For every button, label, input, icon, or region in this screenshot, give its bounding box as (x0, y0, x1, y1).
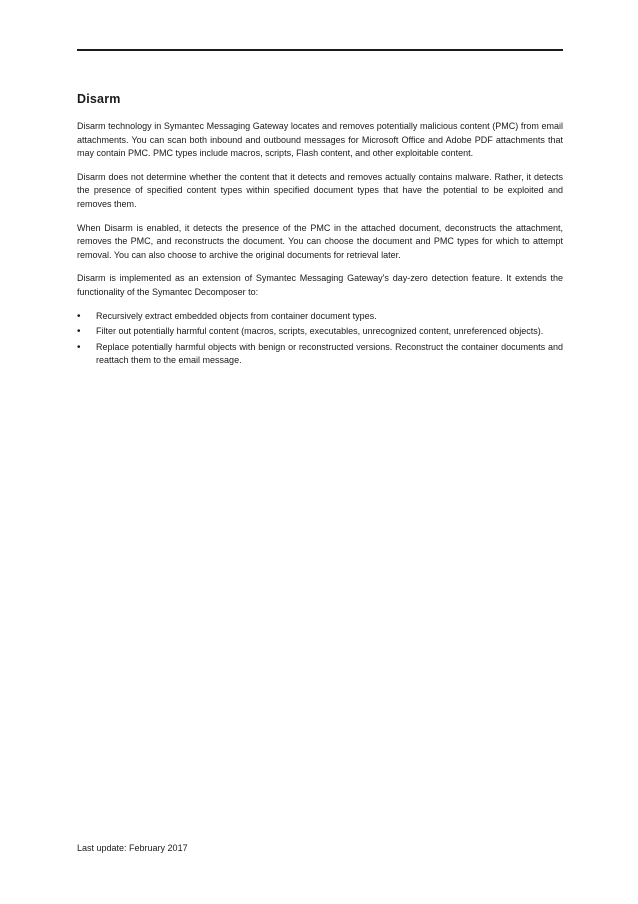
list-item (77, 310, 563, 324)
footer-last-update: Last update: February 2017 (77, 843, 188, 853)
list-item-text: Replace potentially harmful objects with benign or reconstructed versions. Reconstruct the container documents and reattach them to the email message. (96, 341, 563, 366)
main-content (77, 92, 563, 370)
bullet-icon: • (77, 341, 81, 353)
list-item-text: Recursively extract embedded objects from container document types. (96, 310, 377, 321)
list-item (77, 325, 563, 339)
list-item (77, 341, 563, 368)
paragraph-implementation: Disarm is implemented as an extension of Symantec Messaging Gateway's day-zero detection feature. It extends the functionality of the Symantec Decomposer to: (77, 273, 563, 297)
bullet-icon: • (77, 310, 81, 322)
header-rule (77, 49, 563, 51)
list-item-text: Filter out potentially harmful content (macros, scripts, executables, unrecognized content, unreferenced objects). (96, 326, 544, 337)
section-heading: Disarm (77, 92, 121, 106)
bullet-icon: • (77, 326, 81, 338)
paragraph-enabled: When Disarm is enabled, it detects the presence of the PMC in the attached document, deconstructs the attachment, removes the PMC, and reconstructs the document. You can choose the document and PMC types for which to attempt removal. You can also choose to archive the original documents for retrieval later. (77, 222, 563, 260)
paragraph-intro: Disarm technology in Symantec Messaging Gateway locates and removes potentially malicious content (PMC) from email attachments. You can scan both inbound and outbound messages for Microsoft Office and Adobe PDF attachments that may contain PMC. PMC types include macros, scripts, Flash content, and other exploitable content. (77, 121, 563, 159)
paragraph-detection: Disarm does not determine whether the content that it detects and removes actually contains malware. Rather, it detects the presence of specified content types within specified document types that have the potential to be exploited and removes them. (77, 171, 563, 209)
feature-list (77, 310, 563, 368)
